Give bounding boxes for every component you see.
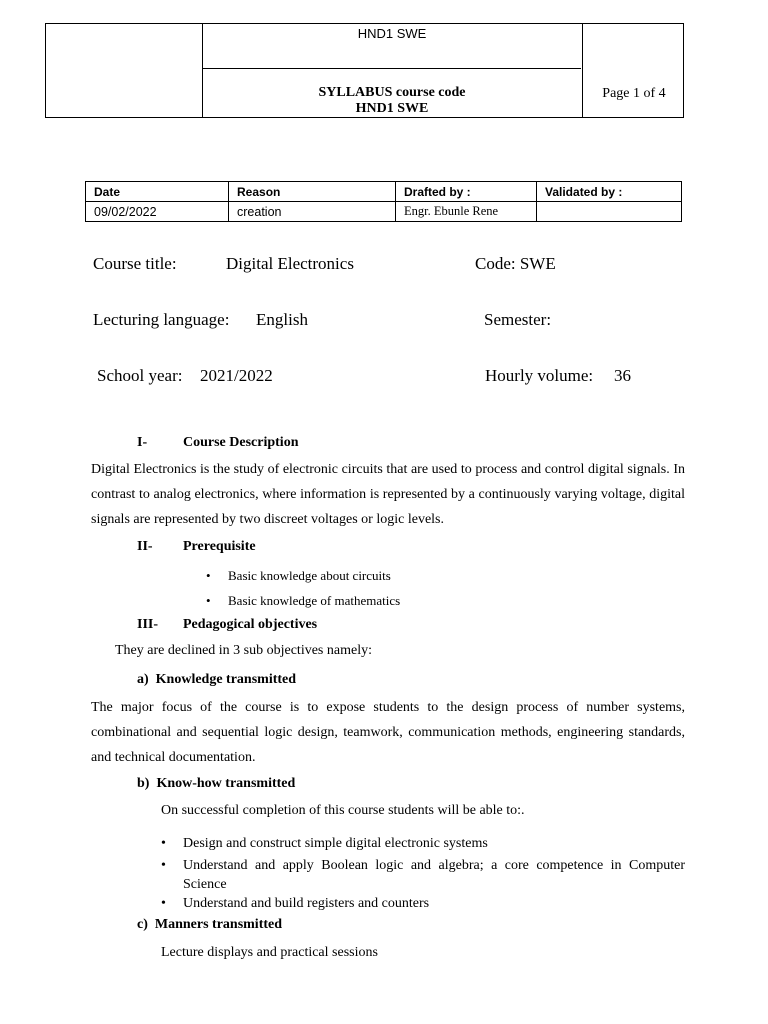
- subsection-title: b) Know-how transmitted: [137, 776, 296, 791]
- header-top-label: HND1 SWE: [357, 26, 427, 41]
- revision-table: [85, 181, 682, 222]
- hourly-volume-label: Hourly volume:: [485, 366, 594, 385]
- table-row: [86, 202, 682, 222]
- header-cell-date: Date: [86, 182, 229, 202]
- list-item: • Understand and build registers and counters: [183, 896, 685, 912]
- syllabus-title-line2: HND1 SWE: [355, 101, 429, 116]
- list-item: • Understand and apply Boolean logic and algebra; a core competence in Computer Science: [183, 856, 685, 894]
- list-item: • Basic knowledge about circuits: [228, 568, 391, 584]
- header-divider: [582, 24, 583, 117]
- section-number: II-: [137, 539, 153, 554]
- subsection-title: c) Manners transmitted: [137, 917, 283, 932]
- table-header-row: [86, 182, 682, 202]
- section-title: Prerequisite: [183, 539, 256, 554]
- header-cell-validated: Validated by :: [537, 182, 682, 202]
- header-cell-reason: Reason: [229, 182, 396, 202]
- section-title: Pedagogical objectives: [183, 617, 318, 632]
- page-number: Page 1 of 4: [602, 86, 666, 101]
- course-description-text: Digital Electronics is the study of electronic circuits that are used to process and control digital signals. In contrast to analog electronics, where information is represented by a continuously varying voltage, digital signals are represented by two discreet voltages or logic levels.: [91, 462, 685, 527]
- course-title-label: Course title:: [93, 254, 177, 273]
- cell-date: 09/02/2022: [86, 202, 229, 222]
- school-year-label: School year:: [97, 366, 183, 385]
- manners-text: Lecture displays and practical sessions: [161, 945, 378, 960]
- subsection-title: a) Knowledge transmitted: [137, 672, 297, 687]
- knowledge-text: The major focus of the course is to expose students to the design process of number systems, combinational and sequential logic design, teamwork, communication methods, engineering standards, and technical documentation.: [91, 700, 685, 765]
- header-table: [45, 23, 684, 118]
- language-value: English: [256, 310, 308, 329]
- header-divider: [202, 68, 581, 69]
- language-label: Lecturing language:: [93, 310, 230, 329]
- section-number: III-: [137, 617, 159, 632]
- cell-reason: creation: [229, 202, 396, 222]
- cell-validated: [537, 202, 682, 222]
- syllabus-title: [202, 85, 582, 117]
- section-title: Course Description: [183, 435, 299, 450]
- objectives-intro: They are declined in 3 sub objectives namely:: [115, 643, 372, 658]
- school-year-value: 2021/2022: [200, 366, 273, 385]
- header-cell-drafted: Drafted by :: [396, 182, 537, 202]
- list-item: • Basic knowledge of mathematics: [228, 593, 400, 609]
- syllabus-title-line1: SYLLABUS course code: [318, 85, 466, 100]
- hourly-volume-value: 36: [614, 366, 631, 385]
- semester-label: Semester:: [484, 310, 552, 329]
- course-title-value: Digital Electronics: [226, 254, 354, 273]
- know-how-intro: On successful completion of this course students will be able to:.: [161, 803, 525, 818]
- course-code: Code: SWE: [475, 254, 556, 273]
- list-item: • Design and construct simple digital electronic systems: [183, 836, 685, 852]
- cell-drafted: Engr. Ebunle Rene: [396, 202, 537, 222]
- section-number: I-: [137, 435, 148, 450]
